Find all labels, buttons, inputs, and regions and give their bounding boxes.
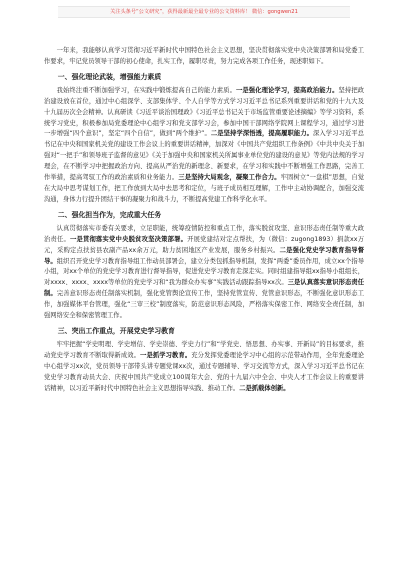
highlight-phrase: 二是抓载体创新。 — [239, 384, 290, 392]
section-1-heading: 一、强化理论武装，增强能力素质 — [57, 72, 162, 81]
body-text: 开展党建结对定点帮扶，为（微信：zugong1893）捐款xx万元，采购定点扶贫县农副产品xx余万元，助力贫困地区产业发展，服务乡村振兴。 — [44, 235, 365, 254]
body-text: 组织召开党史学习教育指导组工作动员部署会，建立分类包抓指导机制，发挥“两委”委员作用，成立xx个指导小组，对xx个单位的党史学习教育进行督导指导，促进党史学习教育走深走实。同时组建指导组xx指导小组组长，对xxxx、xxxx、xxxx等单位的党史学习和“我为群众办实事”实践活动跟踪指导xx次。 — [44, 257, 364, 287]
highlight-phrase: 三是认真落实意识形态责任制。 — [44, 279, 364, 298]
body-text: 认真贯彻落实市委有关要求，立足职能，统筹疫情防控和重点工作，落实脱贫攻坚、意识形态责任制等重大政治责任。 — [44, 224, 364, 243]
section-3-heading: 三、突出工作重点，开展党史学习教育 — [57, 326, 175, 335]
body-text: 深入学习习近平总书记在中央和国家机关党的建设工作会议上的重要讲话精神，加深对《中国共产党组织工作条例》《中共中央关于加强对“一把手”和领导班子监督的意见》《关于加强中央和国家机关所属事业单位党的建设的意见》等党内法规的学习理会，在不断学习中把握政治方向、提高从严治党的新理念、新要求，在学习和实践中不断增强工作思路，完善工作举措，提高驾驭工作的政治素质和业务能力。 — [44, 130, 365, 182]
body-text: 坚持把政治建设放在首位，通过中心组深学、支部集体学、个人自学等方式学习习近平总书记系列重要讲话和党的十九大及十九届历次全会精神。认真研读《习近平谈治国理政》《习近平总书记关于市场监管重要论述摘编》等学习资料，系统学习党史，积极参加局党委理论中心组学习和党支部学习会，参加中国干部网络学院网上课程学习，通过学习进一步增强“四个意识”，坚定“四个自信”，做到“两个维护”。 — [44, 86, 365, 138]
body-text: 充分发挥党委理论学习中心组的示范带动作用，全年党委理论中心组学习xx次，党员领导干部带头讲专题党课xx次，通过专题辅导、学习交流等方式，深入学习习近平总书记在党史学习教育动员大会、庆祝中国共产党成立100周年大会、党的十九届六中全会、中央人才工作会议上的重要讲话精神，以习近平新时代中国特色社会主义思想指导实践、推动工作。 — [44, 351, 365, 392]
section-1-paragraph — [44, 86, 364, 206]
body-text: 牢牢把握“学史明理、学史增信、学史崇德、学史力行”和“学党史、悟思想、办实事、开新局”的目标要求，推动党史学习教育不断取得新成效。 — [44, 340, 364, 359]
highlight-phrase: 三是坚持大局观念，凝聚工作合力。 — [178, 174, 281, 182]
body-text: 完善意识形态责任制落实机制，强化党管舆论宣传工作，坚持党管宣传、党管意识形态，不断强化意识形态工作，加强媒体平台管理，强化“三审三校”制度落实，防范意识形态风险，严格落实保密工作、网络安全责任制，加强网络安全和保密管理工作。 — [44, 290, 365, 320]
section-3-paragraph — [44, 340, 364, 395]
intro-paragraph: 一年来，我能够认真学习贯彻习近平新时代中国特色社会主义思想，坚决贯彻落实党中央决策部署和局党委工作要求，牢记党员领导干部的初心使命，扎实工作，履职尽责，努力完成各项工作任务，现述职如下。 — [44, 47, 364, 65]
highlight-phrase: 一是强化理论学习，提高政治能力。 — [235, 86, 339, 94]
section-2-paragraph — [44, 224, 364, 322]
section-2-heading: 二、强化担当作为，完成重大任务 — [57, 210, 162, 219]
highlight-phrase: 一是抓学习教育。 — [140, 351, 192, 359]
top-banner: 关注头条号“公文研究”，获得最新最全最专业的公文资料库！ 微信：gongwen21 — [58, 6, 350, 18]
body-text: 牢固树立“一盘棋”思想，自觉在大局中思考谋划工作，把工作放到大局中去思考和定位，与班子成员相互理解，工作中主动协调配合，加强交流沟通，身体力行提升团结干事的凝聚力和战斗力，不断提高党建工作科学化水平。 — [44, 174, 365, 203]
highlight-phrase: 二是坚持学深悟透，提高履职能力。 — [210, 130, 314, 138]
highlight-phrase: 一是贯彻落实党中央脱贫攻坚决策部署。 — [70, 235, 188, 243]
highlight-phrase: 二是强化党史学习教育指导督导。 — [44, 246, 365, 265]
document-body — [44, 46, 364, 396]
body-text: 我始终注重不断加强学习，在实践中锻炼提高自己的能力素质。 — [56, 86, 236, 94]
